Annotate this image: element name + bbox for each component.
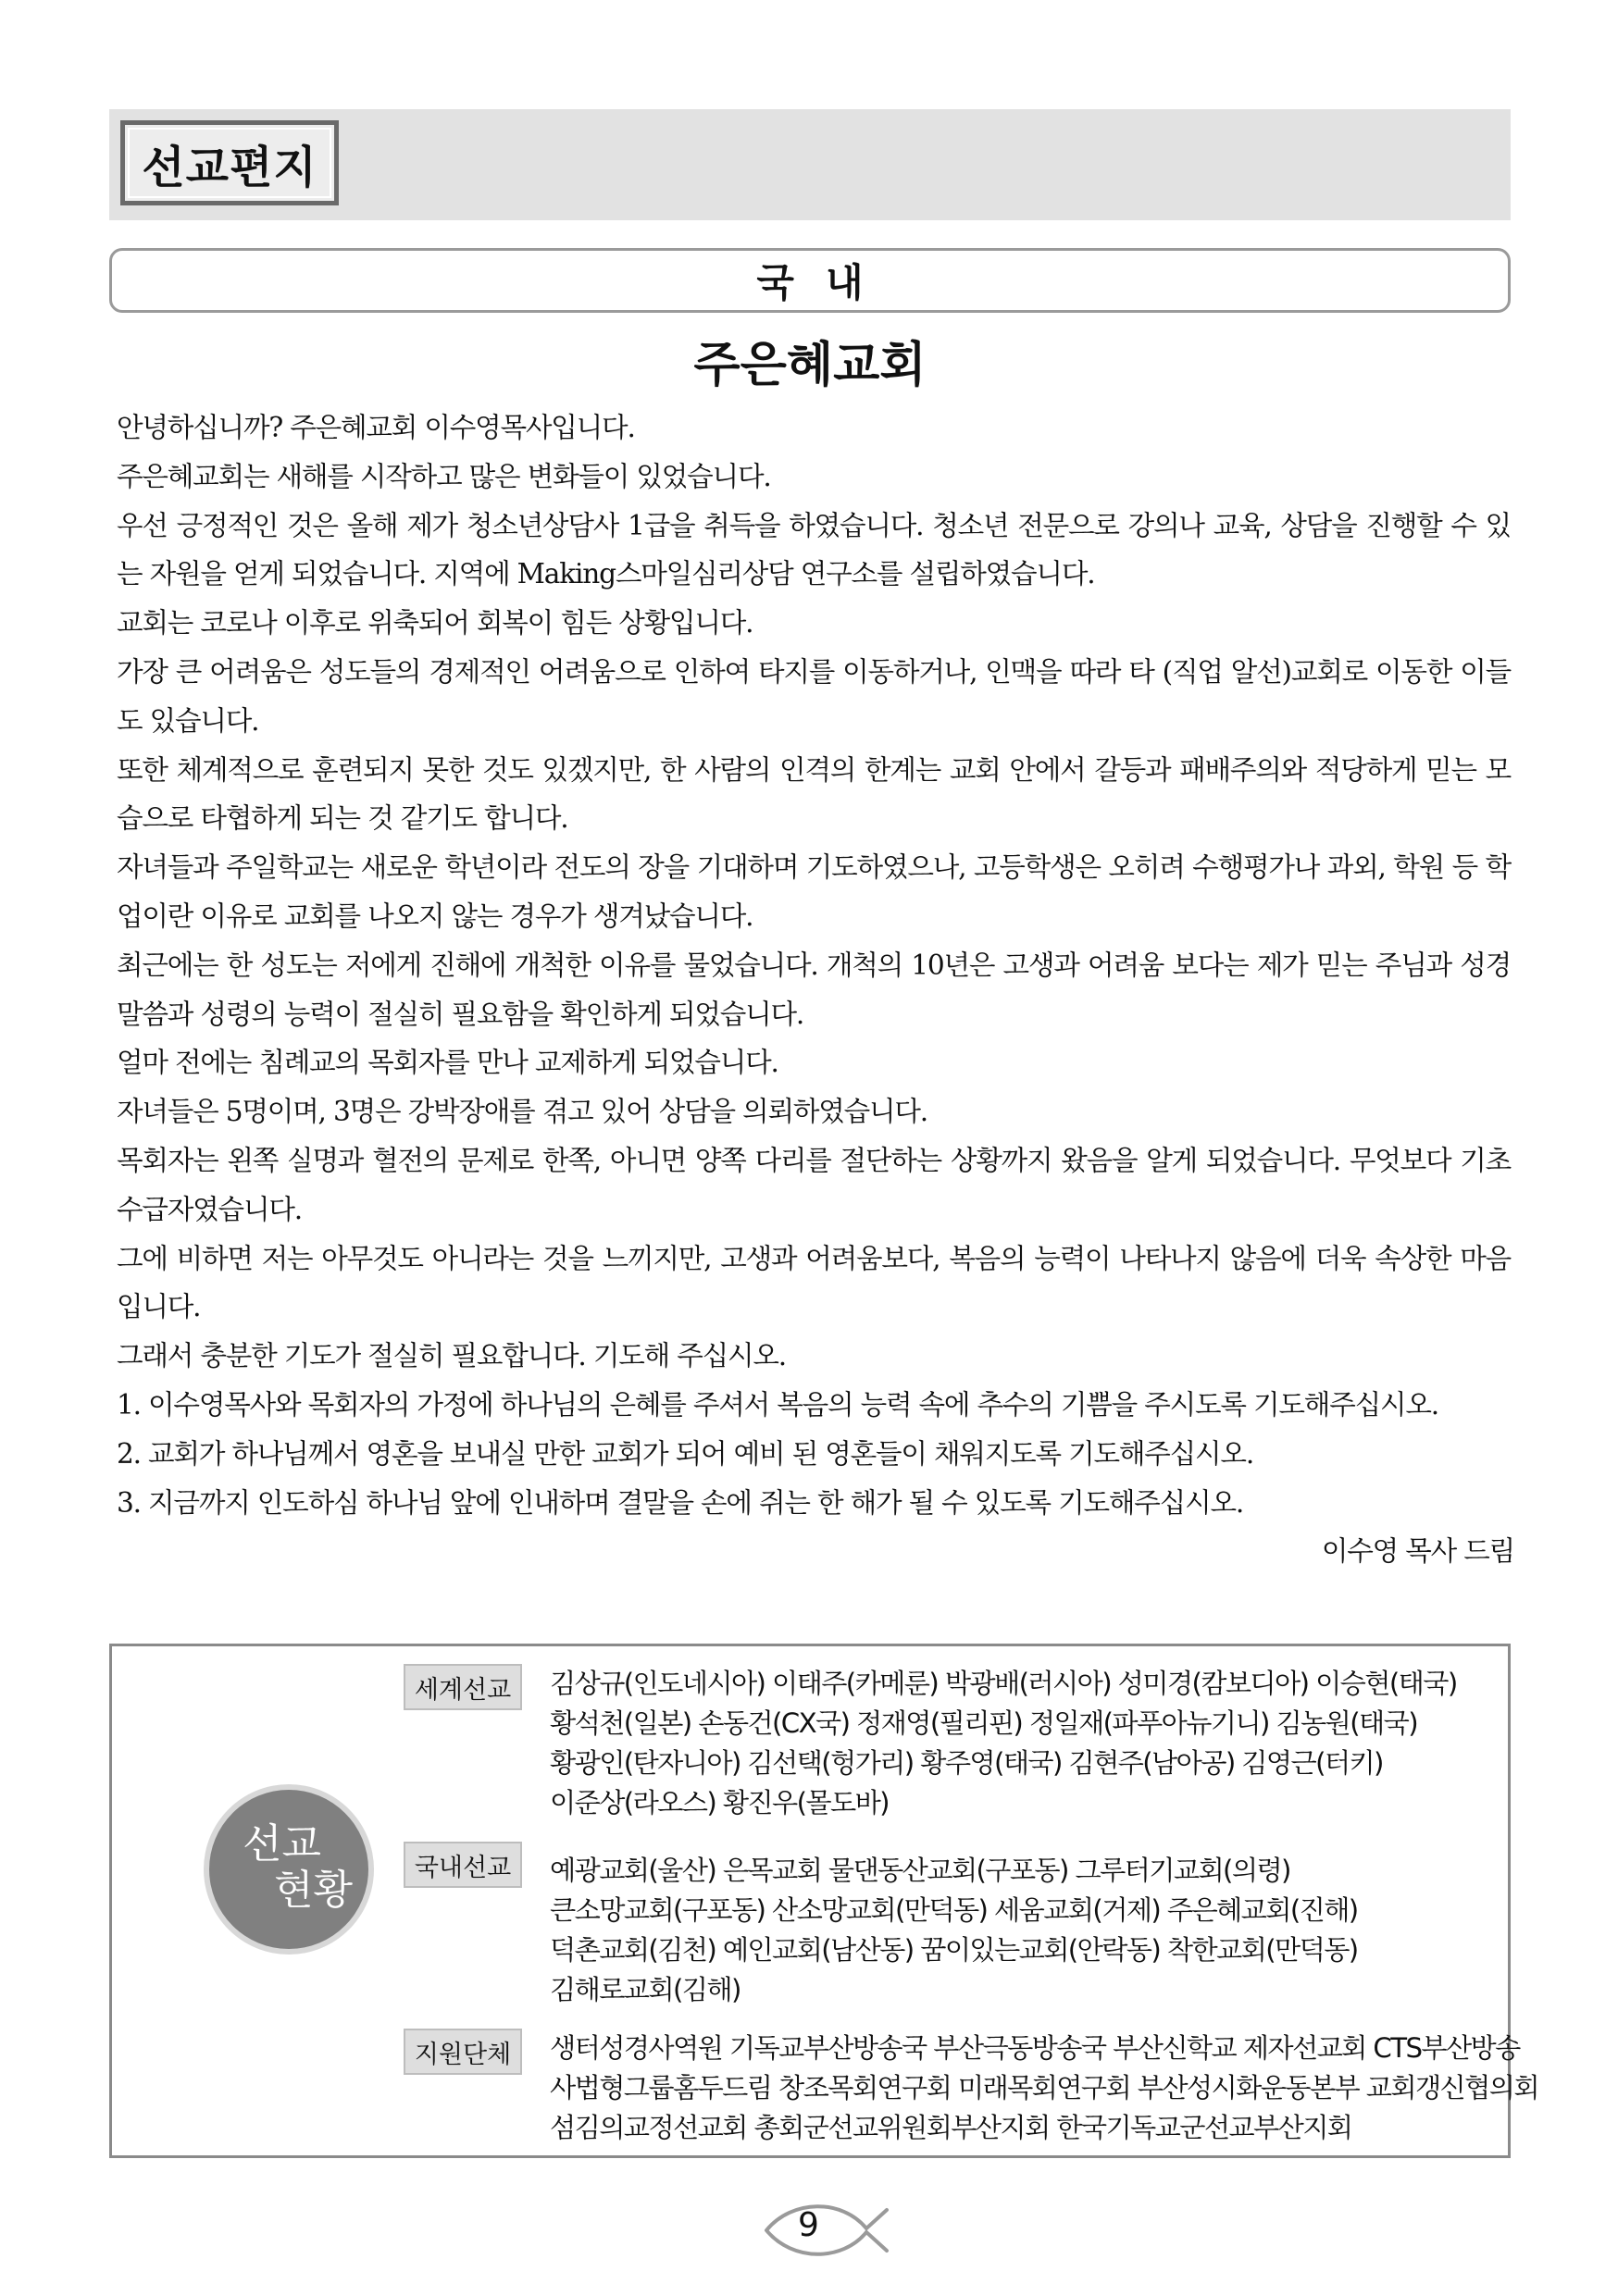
- header-title-box: [120, 120, 339, 205]
- list-line: 생터성경사역원 기독교부산방송국 부산극동방송국 부산신학교 제자선교회 CTS부산방송: [550, 2032, 1520, 2064]
- badge-line-1: 선교: [243, 1820, 322, 1868]
- category-list-domestic: [550, 1851, 1509, 2010]
- category-list-world: [550, 1664, 1509, 1823]
- letter-paragraph: 그래서 충분한 기도가 절실히 필요합니다. 기도해 주십시오.: [117, 1340, 786, 1372]
- category-label-domestic: 국내선교: [404, 1842, 522, 1888]
- prayer-item: 1. 이수영목사와 목회자의 가정에 하나님의 은혜를 주셔서 복음의 능력 속에 추수의 기쁨을 주시도록 기도해주십시오.: [117, 1388, 1438, 1421]
- list-line: 큰소망교회(구포동) 산소망교회(만덕동) 세움교회(거제) 주은혜교회(진해): [550, 1894, 1358, 1926]
- letter-paragraph: 주은혜교회는 새해를 시작하고 많은 변화들이 있었습니다.: [117, 460, 771, 492]
- letter-body: [117, 403, 1514, 1576]
- letter-paragraph: 얼마 전에는 침례교의 목회자를 만나 교제하게 되었습니다.: [117, 1047, 778, 1079]
- badge-line-2: 현황: [274, 1867, 354, 1914]
- section-box: [109, 248, 1511, 313]
- category-label-support: 지원단체: [404, 2029, 522, 2075]
- list-line: 덕촌교회(김천) 예인교회(남산동) 꿈이있는교회(안락동) 착한교회(만덕동): [550, 1934, 1358, 1966]
- list-line: 섬김의교정선교회 총회군선교위원회부산지회 한국기독교군선교부산지회: [550, 2112, 1352, 2143]
- letter-paragraph: 가장 큰 어려움은 성도들의 경제적인 어려움으로 인하여 타지를 이동하거나, 인맥을 따라 타 (직업 알선)교회로 이동한 이들도 있습니다.: [117, 655, 1511, 737]
- church-title: 주은혜교회: [693, 338, 927, 393]
- section-label: 국내: [756, 260, 895, 305]
- list-line: 이준상(라오스) 황진우(몰도바): [550, 1787, 889, 1818]
- page-number: 9: [798, 2206, 819, 2244]
- letter-paragraph: 그에 비하면 저는 아무것도 아니라는 것을 느끼지만, 고생과 어려움보다, 복음의 능력이 나타나지 않음에 더욱 속상한 마음입니다.: [117, 1242, 1511, 1323]
- letter-paragraph: 교회는 코로나 이후로 위축되어 회복이 힘든 상황입니다.: [117, 607, 753, 639]
- list-line: 예광교회(울산) 은목교회 물댄동산교회(구포동) 그루터기교회(의령): [550, 1855, 1290, 1886]
- letter-paragraph: 자녀들은 5명이며, 3명은 강박장애를 겪고 있어 상담을 의뢰하였습니다.: [117, 1096, 927, 1128]
- letter-paragraph: 최근에는 한 성도는 저에게 진해에 개척한 이유를 물었습니다. 개척의 10년은 고생과 어려움 보다는 제가 믿는 주님과 성경말씀과 성령의 능력이 절실히 필요함을 확인하게 되었습니다.: [117, 949, 1511, 1030]
- category-list-support: [550, 2029, 1538, 2148]
- list-line: 김해로교회(김해): [550, 1974, 741, 2005]
- letter-paragraph: 목회자는 왼쪽 실명과 혈전의 문제로 한쪽, 아니면 양쪽 다리를 절단하는 상황까지 왔음을 알게 되었습니다. 무엇보다 기초수급자였습니다.: [117, 1144, 1511, 1225]
- prayer-item: 3. 지금까지 인도하심 하나님 앞에 인내하며 결말을 손에 쥐는 한 해가 될 수 있도록 기도해주십시오.: [117, 1486, 1244, 1519]
- letter-paragraph: 안녕하십니까? 주은혜교회 이수영목사입니다.: [117, 412, 635, 443]
- mission-status-badge: [209, 1790, 368, 1949]
- page-title: 선교편지: [142, 141, 317, 193]
- list-line: 황석천(일본) 손동건(CX국) 정재영(필리핀) 정일재(파푸아뉴기니) 김농원(태국): [550, 1707, 1418, 1739]
- signature: 이수영 목사 드림: [1321, 1535, 1514, 1568]
- category-label-world: 세계선교: [404, 1664, 522, 1710]
- letter-paragraph: 또한 체계적으로 훈련되지 못한 것도 있겠지만, 한 사람의 인격의 한계는 교회 안에서 갈등과 패배주의와 적당하게 믿는 모습으로 타협하게 되는 것 같기도 합니다.: [117, 753, 1511, 835]
- letter-paragraph: 자녀들과 주일학교는 새로운 학년이라 전도의 장을 기대하며 기도하였으나, 고등학생은 오히려 수행평가나 과외, 학원 등 학업이란 이유로 교회를 나오지 않는 경우가 생겨났습니다.: [117, 851, 1511, 932]
- prayer-item: 2. 교회가 하나님께서 영혼을 보내실 만한 교회가 되어 예비 된 영혼들이 채워지도록 기도해주십시오.: [117, 1437, 1254, 1470]
- fish-icon: [748, 2193, 892, 2267]
- list-line: 김상규(인도네시아) 이태주(카메룬) 박광배(러시아) 성미경(캄보디아) 이승현(태국): [550, 1668, 1457, 1699]
- list-line: 황광인(탄자니아) 김선택(헝가리) 황주영(태국) 김현주(남아공) 김영근(터키): [550, 1747, 1383, 1779]
- page-number-ornament: [748, 2193, 892, 2267]
- list-line: 사법형그룹홈두드림 창조목회연구회 미래목회연구회 부산성시화운동본부 교회갱신협의회: [550, 2072, 1538, 2104]
- letter-paragraph: 우선 긍정적인 것은 올해 제가 청소년상담사 1급을 취득을 하였습니다. 청소년 전문으로 강의나 교육, 상담을 진행할 수 있는 자원을 얻게 되었습니다. 지역에 Making스마일심리상담 연구소를 설립하였습니다.: [117, 509, 1511, 590]
